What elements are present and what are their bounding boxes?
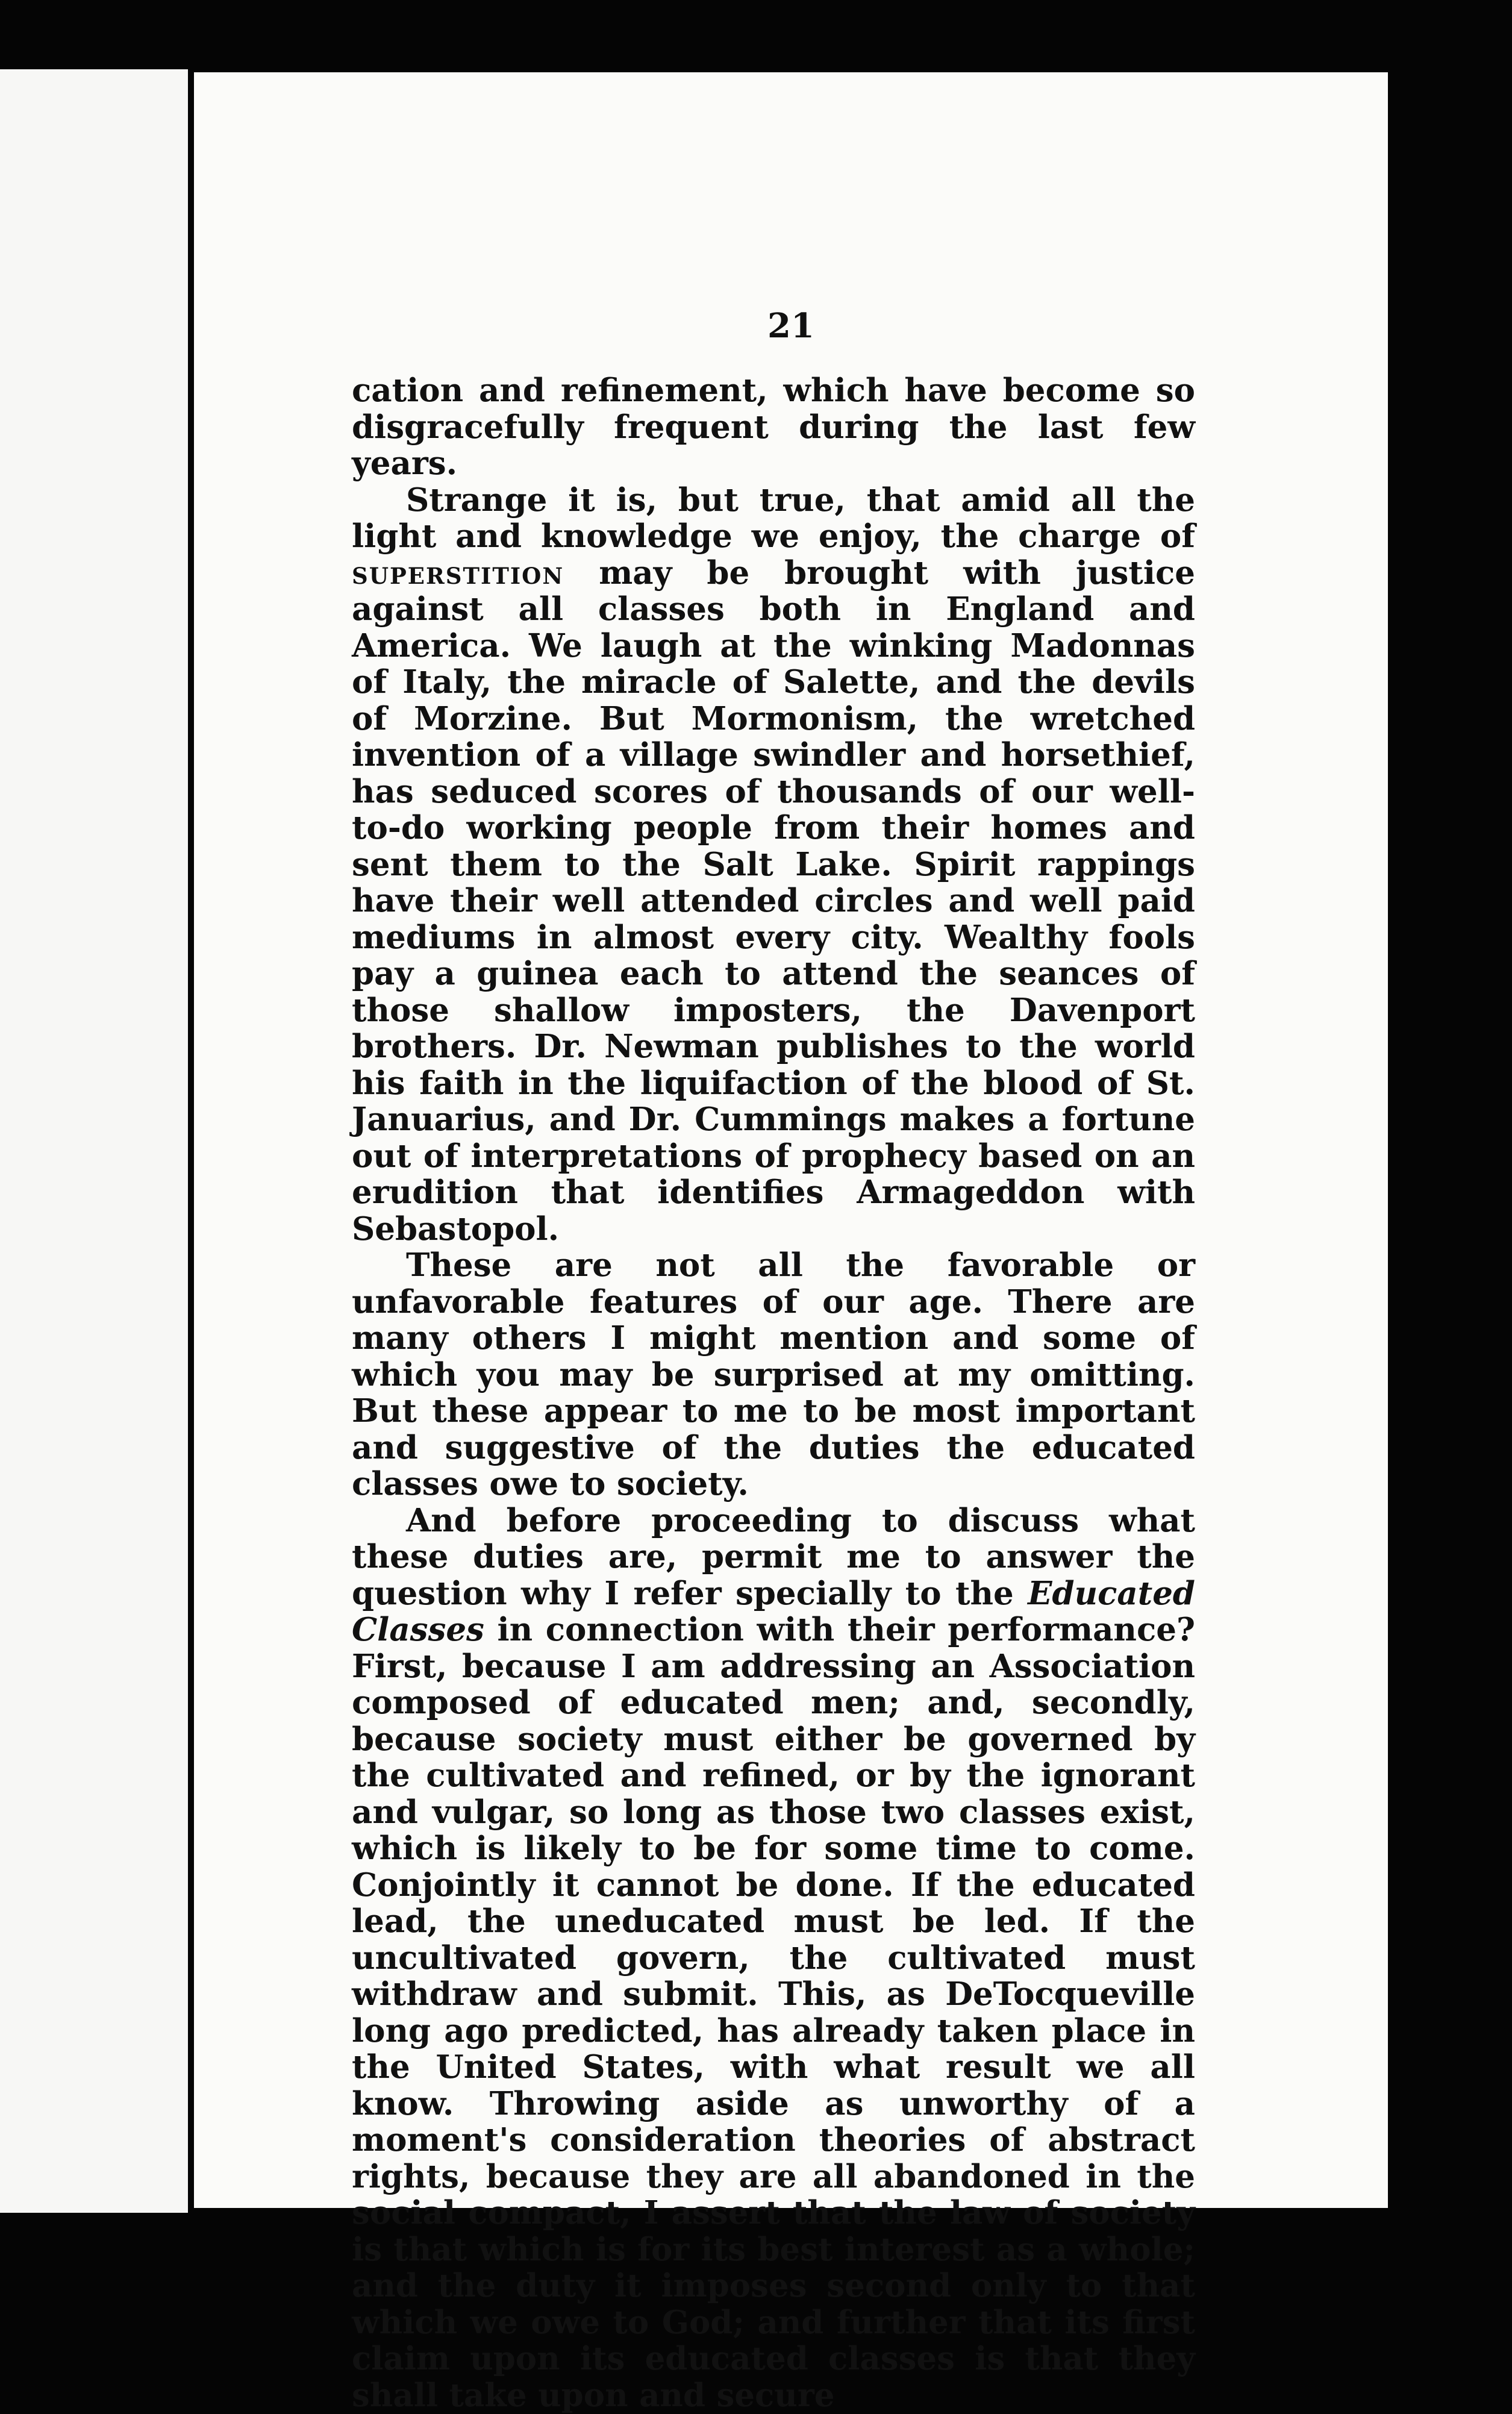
body-text — [352, 372, 1195, 2413]
paragraph — [352, 482, 1195, 1248]
text-segment: cation and refinement, which have become so disgracefully frequent during the last few years. — [352, 372, 1195, 482]
paragraph — [352, 372, 1195, 482]
text-segment: And before proceeding to discuss what these duties are, permit me to answer the question why I refer specially to the — [352, 1501, 1195, 1612]
text-segment: These are not all the favorable or unfavorable features of our age. There are many others I might mention and some of which you may be surprised at my omitting. But these appear to me to be most important and suggestive of the duties the educated classes owe to society. — [352, 1246, 1195, 1502]
italic-term: Educated Classes — [352, 1574, 1195, 1648]
text-segment: may be brought with justice against all classes both in England and America. We laugh at the winking Madonnas of Italy, the miracle of Salette, and the devils of Morzine. But Mormonism, the wretched invention of a village swindler and horsethief, has seduced scores of thousands of our well-to-do working people from their homes and sent them to the Salt Lake. Spirit rappings have their well attended circles and well paid mediums in almost every city. Wealthy fools pay a guinea each to attend the seances of those shallow imposters, the Davenport brothers. Dr. Newman publishes to the world his faith in the liquifaction of the blood of St. Januarius, and Dr. Cummings makes a fortune out of interpretations of prophecy based on an erudition that identifies Armageddon with Sebastopol. — [352, 554, 1195, 1248]
paragraph — [352, 1247, 1195, 1502]
book-page — [194, 72, 1388, 2414]
text-segment: in connection with their performance? First, because I am addressing an Association composed of educated men; and, secondly, because society must either be governed by the cultivated and refined, or by the ignorant and vulgar, so long as those two classes exist, which is likely to be for some time to come. Conjointly it cannot be done. If the educated lead, the uneducated must be led. If the uncultivated govern, the cultivated must withdraw and submit. This, as DeTocqueville long ago predicted, has already taken place in the United States, with what result we all know. Throwing aside as unworthy of a moment's consideration theories of abstract rights, because they are all abandoned in the social compact, I assert that the law of society is that which is for its best interest as a whole; and the duty it imposes second only to that which we owe to God; and further that its first claim upon its educated classes is that they shall take upon and secure — [352, 1611, 1195, 2414]
previous-page-edge — [0, 69, 188, 2213]
text-segment: Strange it is, but true, that amid all the light and knowledge we enjoy, the charge of — [352, 481, 1195, 555]
page-number: 21 — [767, 306, 814, 346]
paragraph — [352, 1502, 1195, 2414]
small-caps-term: superstition — [352, 554, 564, 592]
